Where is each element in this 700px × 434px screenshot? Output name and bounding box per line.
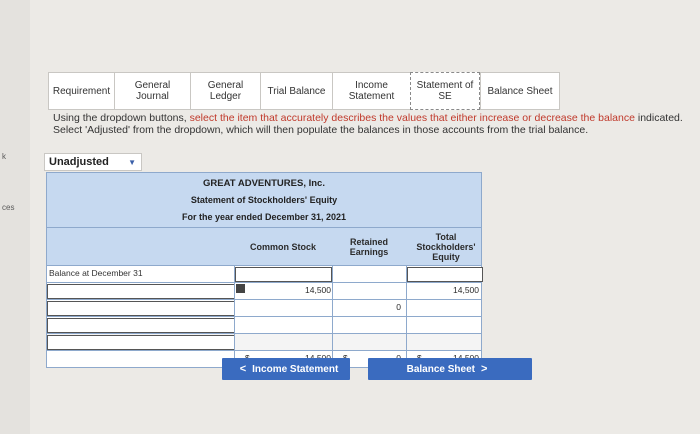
label-input-3[interactable] [47,301,235,316]
chevron-left-icon: < [239,363,247,375]
col-common-stock: Common Stock [249,242,316,252]
table-row [46,283,482,300]
table-row [46,266,482,283]
divider [234,266,235,368]
tab-balance-sheet[interactable]: Balance Sheet [480,72,560,110]
flag-icon [236,284,245,293]
label-input-2[interactable] [47,284,235,299]
statement-title: Statement of Stockholders' Equity [190,195,338,205]
divider [332,266,333,368]
row2-tse[interactable]: 14,500 [453,285,479,295]
dropdown-value: Unadjusted [49,156,109,168]
statement-table [46,172,482,368]
row3-re[interactable]: 0 [396,302,401,312]
table-row [46,317,482,334]
col-total-se: Total Stockholders' Equity [416,232,476,262]
col-retained-earnings: Retained Earnings [349,237,389,257]
edge-text-k: k [2,152,6,161]
divider [406,266,407,368]
left-panel-edge [0,0,30,434]
tse-input-1[interactable] [407,267,483,282]
tab-statement-of-se[interactable]: Statement of SE [410,72,480,110]
tab-general-ledger[interactable]: General Ledger [190,72,260,110]
label-input-4[interactable] [47,318,235,333]
company-name: GREAT ADVENTURES, Inc. [203,178,325,189]
instructions-text: Using the dropdown buttons, select the item that accurately describes the values that either increase or decrease the balance indicated. Select 'Adjusted' from the dropdown, which will then populate the balances in those accounts from the trial balance. [53,112,683,136]
label-input-5[interactable] [47,335,235,350]
next-balance-sheet-button[interactable]: Balance Sheet > [368,358,532,380]
prev-income-statement-button[interactable]: < Income Statement [222,358,350,380]
column-headers [46,228,482,266]
statement-rows [46,266,482,368]
statement-period: For the year ended December 31, 2021 [181,212,347,222]
row2-cs[interactable]: 14,500 [305,285,331,295]
adjusted-dropdown[interactable] [44,153,142,171]
tab-income-statement[interactable]: Income Statement [332,72,410,110]
chevron-right-icon: > [480,363,488,375]
requirement-tabs [48,72,560,110]
tab-general-journal[interactable]: General Journal [114,72,190,110]
edge-text-ces: ces [2,203,15,212]
tab-trial-balance[interactable]: Trial Balance [260,72,332,110]
table-row [46,334,482,351]
balance-label: Balance at December 31 [49,268,143,278]
cs-input-1[interactable] [235,267,332,282]
chevron-down-icon: ▼ [128,158,136,167]
statement-header [46,172,482,228]
table-row [46,300,482,317]
tab-requirement[interactable]: Requirement [48,72,114,110]
instructions-highlight: select the item that accurately describes the values that either increase or decrease the balance [189,112,635,124]
